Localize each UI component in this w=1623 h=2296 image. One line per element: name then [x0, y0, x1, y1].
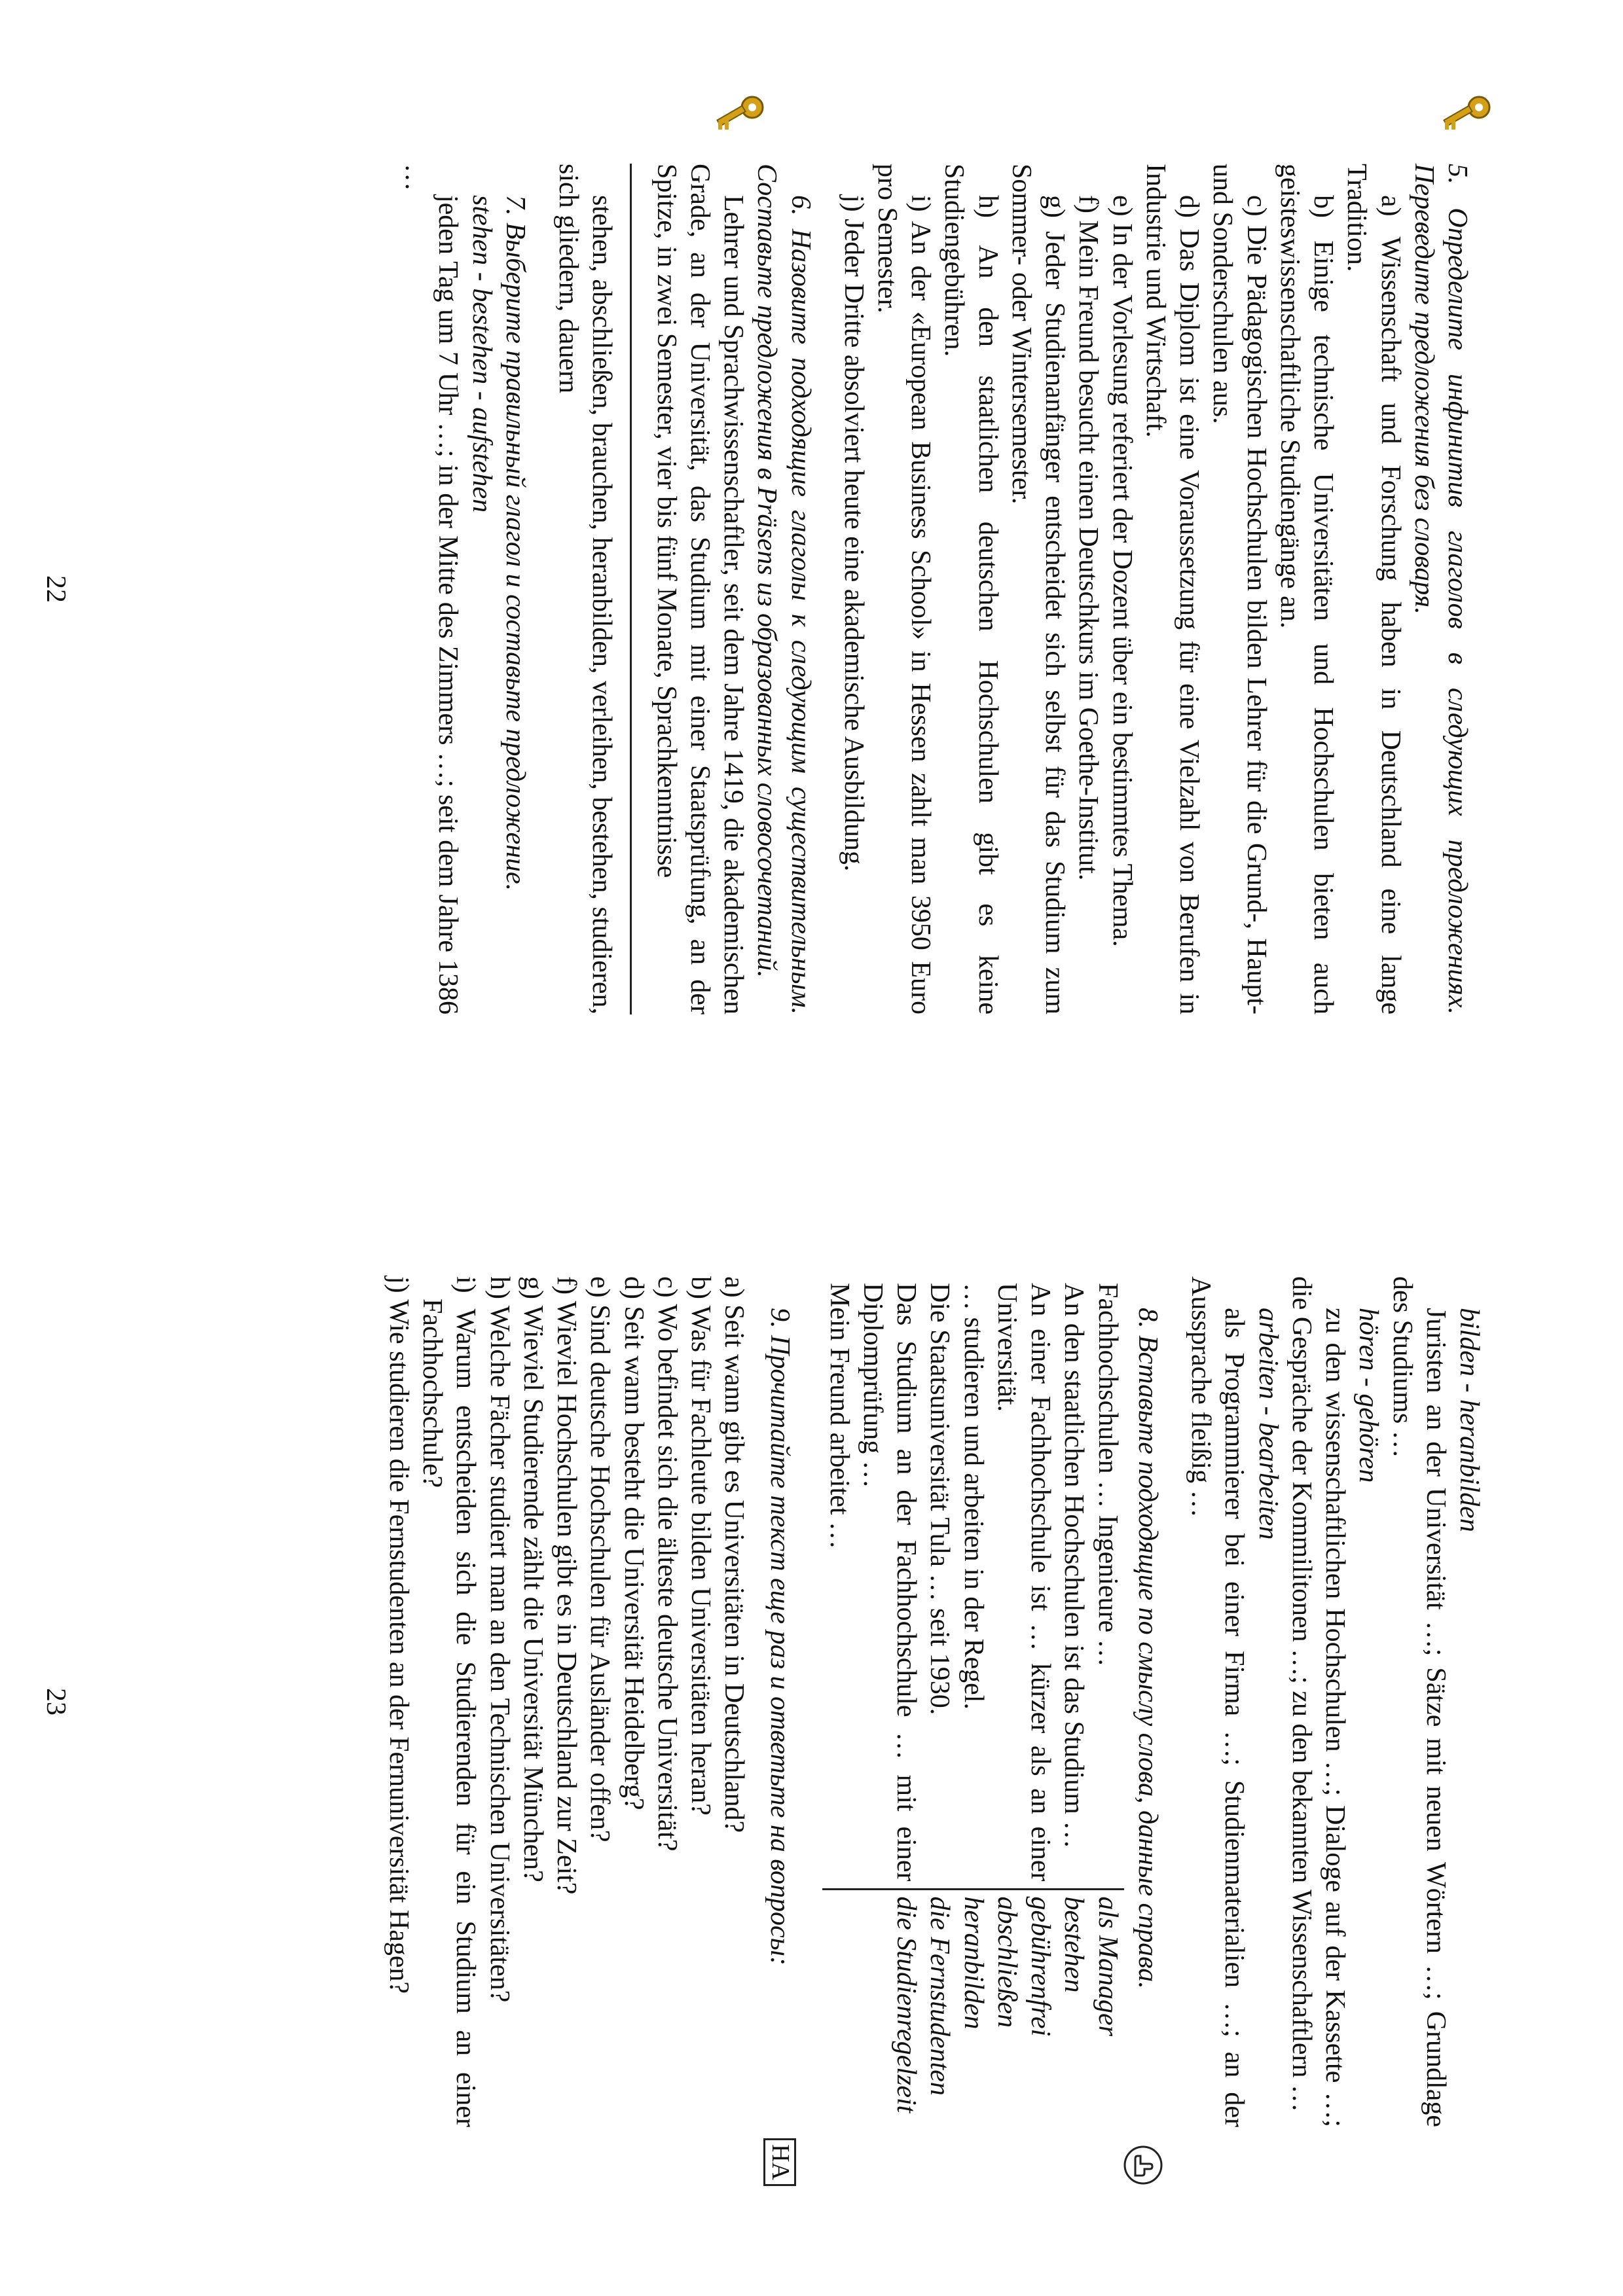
exercise-5-heading: 5. Определите инфинитив глаголов в следующих предложениях. Переведите предложения без словаря.	[1408, 164, 1472, 1014]
ex8-sentence: Mein Freund arbeitet …	[824, 1283, 854, 1550]
page-23	[41, 1276, 1486, 2180]
ex5-item-g: g) Jeder Studienanfänger entscheidet sich selbst für das Studium zum Sommer- oder Wintersemester.	[1006, 164, 1070, 1014]
na-badge: НА	[763, 2138, 796, 2186]
ex8-option: die Studienregelzeit	[891, 1896, 922, 2113]
ex5-item-i: i) An der «European Business School» in Hessen zahlt man 3950 Euro pro Semester.	[872, 164, 936, 1014]
ex5-item-f: f) Mein Freund besucht einen Deutschkurs im Goethe-Institut.	[1073, 195, 1104, 881]
key-icon	[714, 93, 765, 139]
ex7-sentence: als Programmierer bei einer Firma …; Studienmaterialien …; an der Aussprache fleißig …	[1186, 1276, 1250, 2127]
ex9-question: b) Was für Fachleute bilden Universitäten heran?	[685, 1276, 716, 1816]
ex5-item-c: c) Die Pädagogischen Hochschulen bilden Lehrer für die Grund-, Haupt- und Sonderschulen aus.	[1207, 164, 1271, 1014]
ex8-table	[822, 1276, 1124, 2127]
ex8-sentence: Die Staatsuniversität Tula … seit 1930.	[924, 1283, 955, 1715]
page-number: 22	[41, 575, 71, 603]
exercise-6-heading: 6. Назовите подходящие глаголы к следующим существительным. Составьте предложения в Präsens из образованных словосочетаний.	[752, 164, 816, 1014]
ex5-item-a: a) Wissenschaft und Forschung haben in Deutschland eine lange Tradition.	[1341, 164, 1406, 1014]
ex8-option: die Fernstudenten	[924, 1896, 955, 2096]
ex5-item-d: d) Das Diplom ist eine Voraussetzung für eine Vielzahl von Berufen in Industrie und Wirtschaft.	[1140, 164, 1205, 1014]
ex6-word-list: stehen, abschließen, brauchen, heranbilden, verleihen, bestehen, studieren, sich gliedern, dauern	[553, 164, 617, 1014]
ex5-item-j: j) Jeder Dritte absolviert heute eine akademische Ausbildung.	[838, 195, 869, 872]
ex9-question: a) Seit wann gibt es Universitäten in Deutschland?	[719, 1276, 750, 1833]
separator	[630, 164, 632, 1014]
ex8-sentence: An einer Fachhochschule ist … kürzer als an einer Universität.	[991, 1283, 1056, 1882]
ex8-sentence: Das Studium an der Fachhochschule … mit einer Diplomprüfung …	[858, 1283, 922, 1882]
page-22	[41, 164, 1486, 1014]
ex8-option: als Manager	[1092, 1896, 1123, 2036]
ex9-question: e) Sind deutsche Hochschulen für Ausländer offen?	[585, 1276, 615, 1842]
exercise-9-heading: 9. Прочитайте текст еще раз и ответьте на вопросы:	[764, 1308, 795, 1966]
ex9-question: h) Welche Fächer studiert man an den Technischen Universitäten?	[484, 1276, 515, 2003]
pointing-hand-icon	[1122, 2144, 1164, 2186]
ex8-option: gebührenfrei	[1025, 1896, 1056, 2037]
ex7-sentence: jeden Tag um 7 Uhr …; in der Mitte des Zimmers …; seit dem Jahre 1386 …	[399, 164, 464, 1014]
ex6-text: Lehrer und Sprachwissenschaftler, seit dem Jahre 1419, die akademischen Grade, an der Universität, das Studium mit einer Staatsprüfung, an der Spitze, in zwei Semester, vier bis fünf Monate, Sprachkenntnisse	[651, 164, 749, 1014]
exercise-8-heading: 8. Вставьте подходящие по смыслу слова, данные справа.	[1132, 1308, 1163, 1989]
ex8-sentence: Fachhochschulen … Ingenieure …	[1092, 1283, 1123, 1667]
ex7-sentence: zu den wissenschaftlichen Hochschulen …; Dialoge auf der Kassette …; die Gespräche der Kommilitonen …; zu den bekannten Wissenschaftlern …	[1286, 1276, 1351, 2127]
ex7-sentence: Juristen an der Universität …; Sätze mit neuen Wörtern …; Grundlage des Studiums …	[1387, 1276, 1451, 2127]
ex9-question: g) Wieviel Studierende zählt die Universität München?	[517, 1276, 548, 1882]
ex8-option: heranbilden	[958, 1896, 989, 2030]
ex8-option: bestehen	[1059, 1896, 1089, 1993]
ex9-question: j) Wie studieren die Fernstudenten an der Fernuniversität Hagen?	[383, 1276, 414, 1994]
ex8-sentence: An den staatlichen Hochschulen ist das Studium …	[1059, 1283, 1089, 1849]
ex7-verbs: hören - gehören	[1353, 1308, 1384, 1483]
page-number: 23	[41, 1688, 71, 1715]
exercise-9	[382, 1276, 796, 2180]
ex7-verbs: bilden - heranbilden	[1454, 1308, 1484, 1532]
ex5-item-e: e) In der Vorlesung referiert der Dozent über ein bestimmtes Thema.	[1106, 195, 1137, 947]
ex7-verbs: arbeiten - bearbeiten	[1252, 1308, 1283, 1540]
ex9-question: i) Warum entscheiden sich die Studierenden für ein Studium an einer Fachhochschule?	[417, 1276, 481, 2127]
ex9-question: f) Wieviel Hochschulen gibt es in Deutschland zur Zeit?	[551, 1276, 582, 1895]
ex9-question: c) Wo befindet sich die älteste deutsche Universität?	[651, 1276, 682, 1852]
ex9-question: d) Seit wann besteht die Universität Heidelberg?	[618, 1276, 649, 1810]
ex8-sentence: … studieren und arbeiten in der Regel.	[958, 1283, 989, 1710]
ex9-question-list	[382, 1276, 751, 2127]
ex5-item-h: h) An den staatlichen deutschen Hochschulen gibt es keine Studiengebühren.	[939, 164, 1003, 1014]
ex7-verbs: stehen - bestehen - aufstehen	[466, 195, 497, 513]
exercise-7-heading: 7. Выберите правильный глагол и составьте предложение.	[500, 195, 530, 891]
key-icon	[1441, 93, 1492, 139]
ex8-option: abschließen	[991, 1896, 1022, 2028]
exercise-8	[822, 1276, 1164, 2127]
ex5-item-b: b) Einige technische Universitäten und Hochschulen bieten auch geisteswissenschaftliche Studiengänge an.	[1274, 164, 1339, 1014]
